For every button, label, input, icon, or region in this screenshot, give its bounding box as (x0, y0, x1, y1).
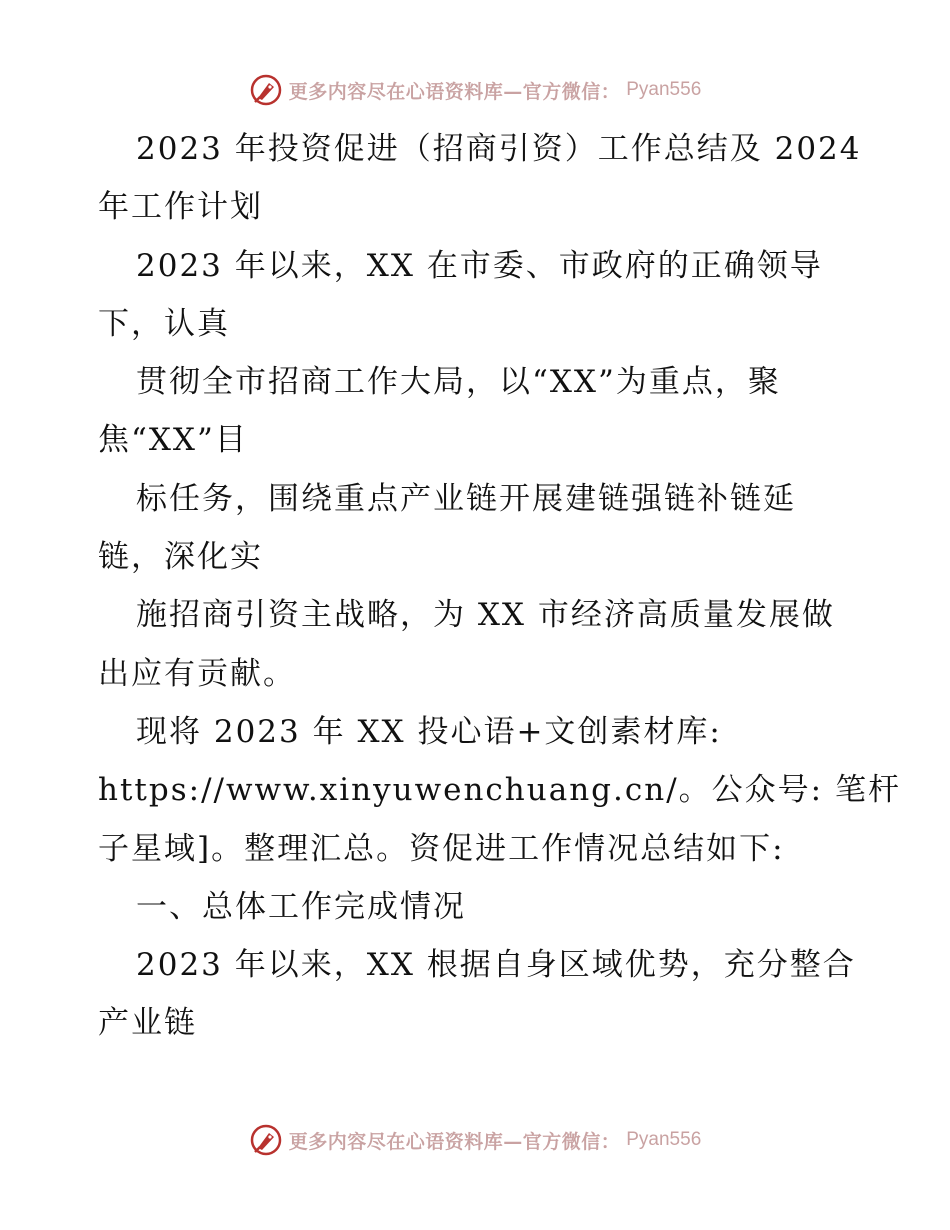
doc-title-line-2: 年工作计划 (98, 189, 263, 226)
doc-paragraph-line: 下，认真 (98, 305, 230, 342)
doc-paragraph-line: 焦“XX”目 (98, 422, 248, 459)
doc-paragraph-line: 现将 2023 年 XX 投心语+文创素材库: (136, 713, 722, 750)
doc-paragraph-line: 出应有贡献。 (98, 655, 296, 692)
doc-paragraph-line: 链，深化实 (98, 539, 263, 576)
watermark-header (0, 70, 950, 110)
pen-nib-logo-icon (249, 73, 283, 107)
doc-paragraph-line: 标任务，围绕重点产业链开展建链强链补链延 (136, 480, 796, 517)
doc-paragraph-line: 2023 年以来，XX 根据自身区域优势，充分整合 (136, 947, 856, 984)
doc-paragraph-line: 子星域]。整理汇总。资促进工作情况总结如下: (98, 830, 785, 867)
doc-url-line: https://www.xinyuwenchuang.cn/。公众号: 笔杆 (98, 772, 901, 809)
doc-paragraph-line: 贯彻全市招商工作大局，以“XX”为重点，聚 (136, 364, 781, 401)
watermark-site-text: 更多内容尽在心语资料库—官方微信： (288, 1130, 621, 1153)
watermark-site-text: 更多内容尽在心语资料库—官方微信： (288, 80, 621, 103)
watermark-wechat-id: Pyan556 (626, 79, 702, 100)
document-body (98, 120, 901, 1053)
pen-nib-logo-icon (249, 1123, 283, 1157)
doc-paragraph-line: 施招商引资主战略，为 XX 市经济高质量发展做 (136, 597, 835, 634)
doc-section-heading: 一、总体工作完成情况 (136, 888, 466, 925)
watermark-footer (0, 1120, 950, 1160)
watermark-wechat-id: Pyan556 (626, 1129, 702, 1150)
doc-title-line-1: 2023 年投资促进（招商引资）工作总结及 2024 (136, 131, 862, 167)
doc-paragraph-line: 产业链 (98, 1005, 197, 1042)
doc-paragraph-line: 2023 年以来，XX 在市委、市政府的正确领导 (136, 247, 823, 284)
